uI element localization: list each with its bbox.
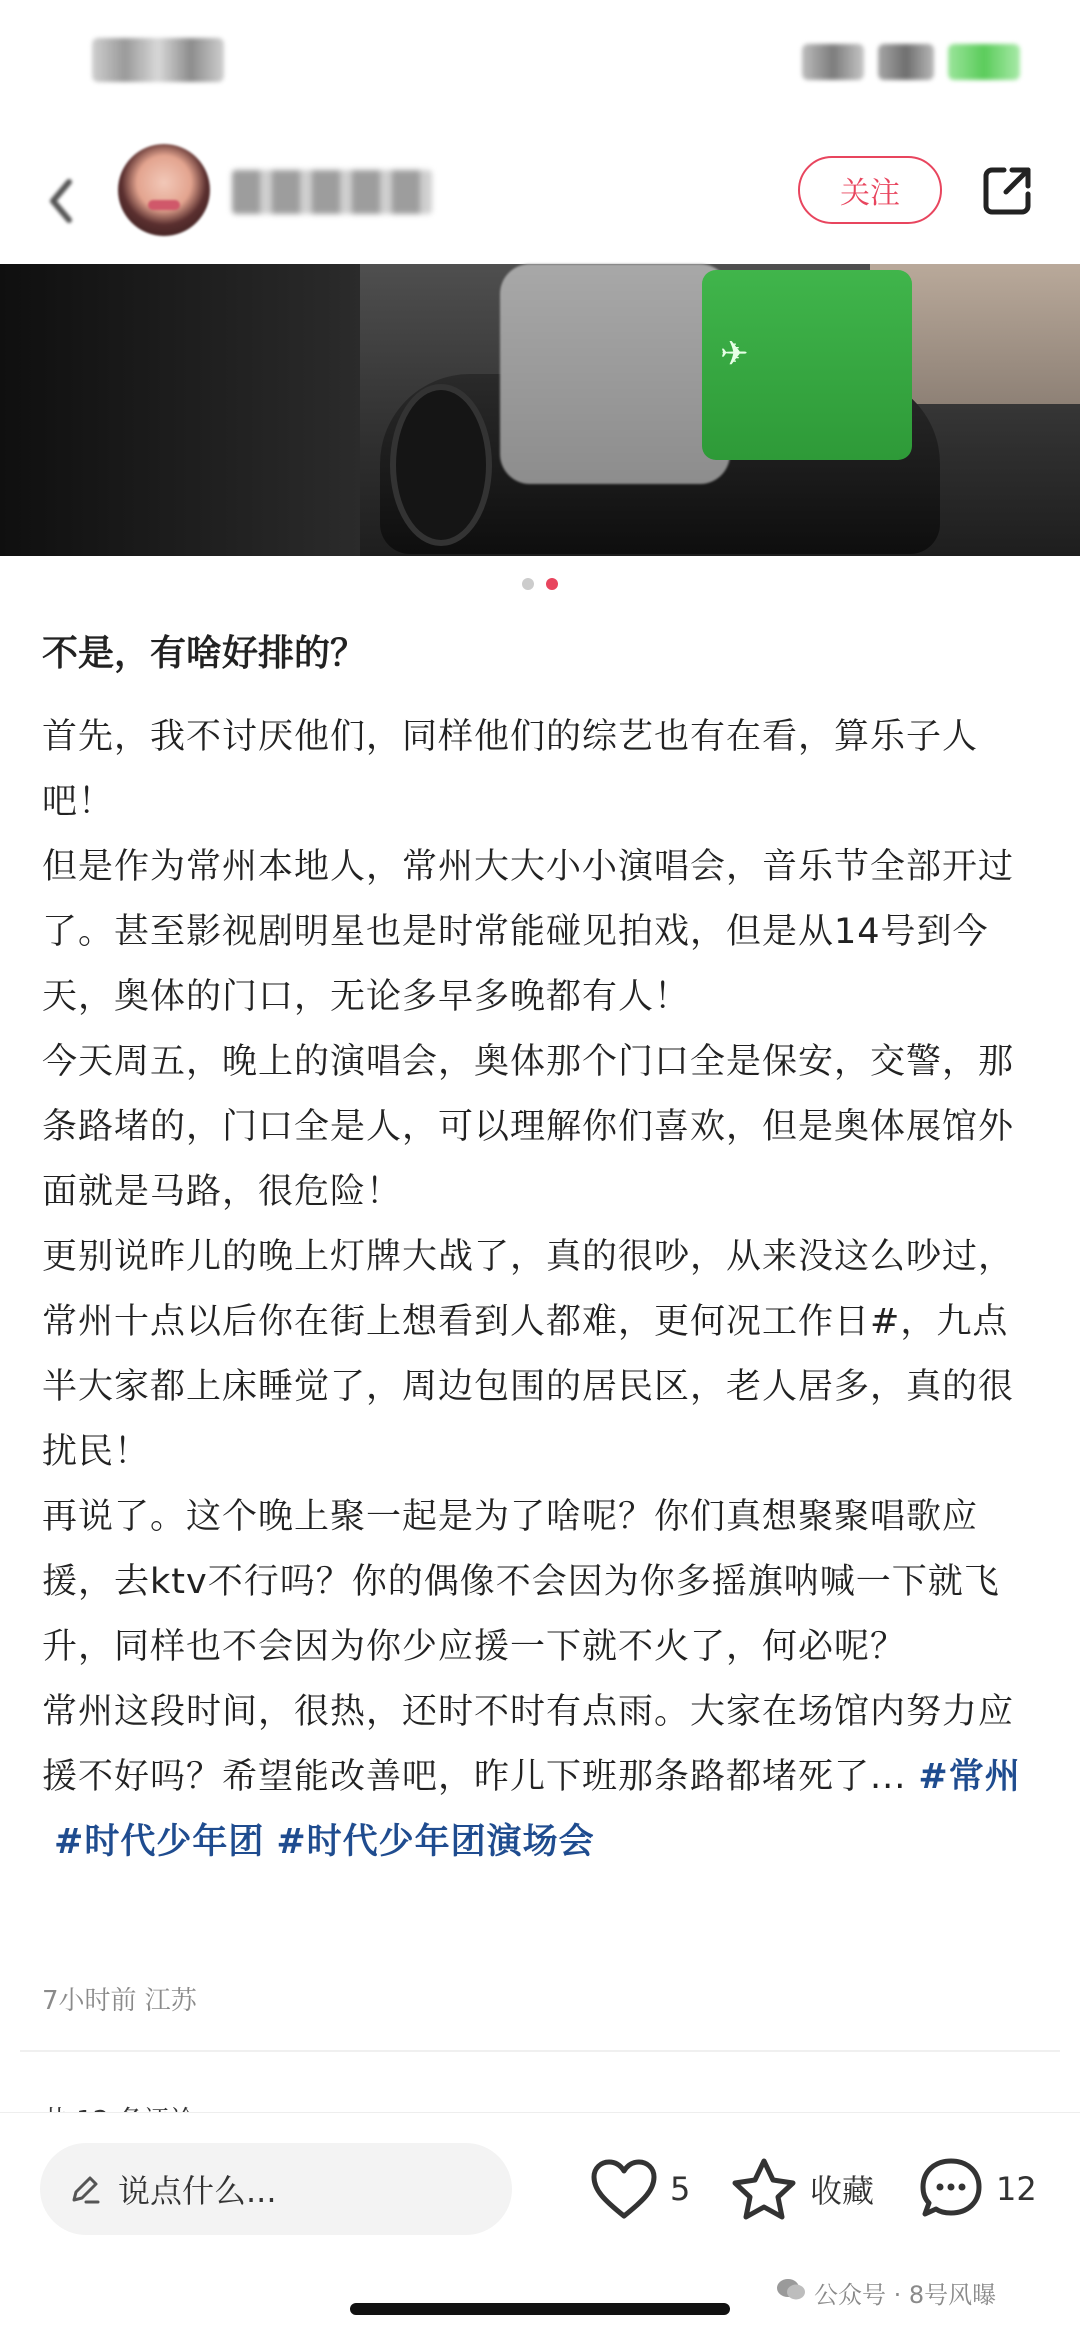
hashtag-link[interactable]: #常州 [918,1757,1021,1797]
post-header [0,130,1080,260]
wifi-icon [878,44,934,80]
delivery-logo-icon: ✈ [720,334,749,374]
hashtag-link[interactable]: #时代少年团 [54,1822,265,1862]
post-body [42,705,1042,1875]
post-meta: 7小时前 江苏 [42,1986,197,2016]
status-bar [0,0,1080,120]
comment-input-placeholder: 说点什么... [118,2172,277,2210]
favorite-label: 收藏 [810,2172,875,2210]
hashtag-link[interactable]: #时代少年团演场会 [276,1822,595,1862]
follow-button[interactable]: 关注 [798,156,942,224]
like-button[interactable] [590,2151,690,2227]
heart-icon [590,2158,658,2220]
signal-icon [802,44,864,80]
comment-count: 12 [996,2170,1037,2208]
share-icon[interactable] [978,160,1038,220]
comment-icon [918,2156,984,2222]
favorite-button[interactable] [730,2151,874,2227]
author-name-blurred[interactable] [232,170,432,214]
divider [20,2050,1060,2052]
carousel-dot-active[interactable] [546,578,558,590]
post-paragraph-text: 常州这段时间，很热，还时不时有点雨。大家在场馆内努力应援不好吗？希望能改善吧，昨儿下班那条路都堵死了... [42,1692,1015,1797]
comment-input[interactable] [40,2143,512,2235]
comment-button[interactable] [918,2151,1037,2227]
status-time-blurred [92,38,224,82]
image-rider-shape [500,264,730,484]
post-title: 不是，有啥好排的？ [42,633,367,674]
post-paragraph: 首先，我不讨厌他们，同样他们的综艺也有在看，算乐子人吧！ [42,717,979,822]
back-icon[interactable] [34,166,86,236]
watermark-text: 公众号 · 8号风曝 [814,2281,997,2309]
image-carousel-indicator [0,578,1080,596]
post-paragraph: 但是作为常州本地人，常州大大小小演唱会，音乐节全部开过了。甚至影视剧明星也是时常能碰见拍戏，但是从14号到今天，奥体的门口，无论多早多晚都有人！ [42,847,1015,1017]
post-paragraph-last [42,1680,1042,1875]
post-paragraph: 更别说昨儿的晚上灯牌大战了，真的很吵，从来没这么吵过，常州十点以后你在街上想看到人都难，更何况工作日#，九点半大家都上床睡觉了，周边包围的居民区，老人居多，真的很扰民！ [42,1237,1015,1472]
watermark [776,2275,996,2310]
star-icon [730,2156,798,2222]
like-count: 5 [670,2170,691,2208]
status-icons [802,40,1020,84]
battery-icon [948,44,1020,80]
post-image[interactable] [0,264,1080,556]
post-paragraph: 今天周五，晚上的演唱会，奥体那个门口全是保安，交警，那条路堵的，门口全是人，可以理解你们喜欢，但是奥体展馆外面就是马路，很危险！ [42,1042,1015,1212]
pencil-icon [68,2172,102,2206]
image-shadow-region [0,264,360,556]
author-avatar[interactable] [118,144,210,236]
wechat-icon [776,2277,806,2309]
home-indicator[interactable] [350,2303,730,2315]
image-wheel-shape [390,384,492,546]
post-paragraph: 再说了。这个晚上聚一起是为了啥呢？你们真想聚聚唱歌应援，去ktv不行吗？你的偶像不会因为你多摇旗呐喊一下就飞升，同样也不会因为你少应援一下就不火了，何必呢？ [42,1497,1000,1667]
carousel-dot[interactable] [522,578,534,590]
